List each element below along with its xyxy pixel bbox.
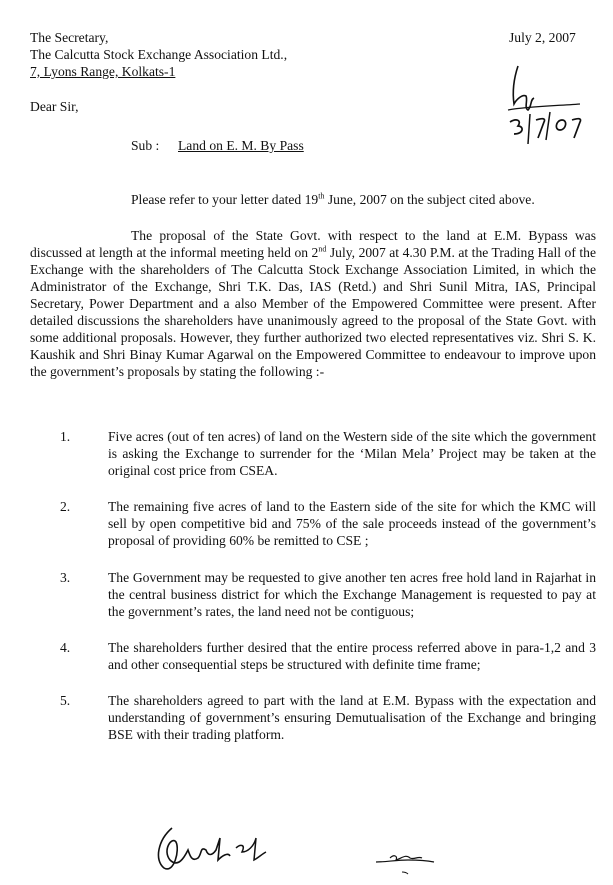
signature-left [150,820,280,880]
item-number: 2. [60,499,71,514]
item-text: The Government may be requested to give another ten acres free hold land in Rajarhat in the central business district for which the Exchange Management is requested to pay at the government’s rates, the land need not be contiguous; [108,570,596,619]
salutation: Dear Sir, [30,99,79,114]
item-text: Five acres (out of ten acres) of land on the Western side of the site which the government is asking the Exchange to surrender for the ‘Milan Mela’ Project may be taken at the original cost price from CSEA. [108,429,596,478]
item-number: 1. [60,429,71,444]
item-text: The shareholders further desired that the entire process referred above in para-1,2 and 3 and other consequential steps be structured with definite time frame; [108,640,596,672]
item-number: 5. [60,693,71,708]
subject-text: Land on E. M. By Pass [178,138,304,153]
item-text: The remaining five acres of land to the Eastern side of the site for which the KMC will sell by open competitive bid and 75% of the sale proceeds instead of the government’s proposal of providing 60% be remitted to CSE ; [108,499,596,548]
handwritten-initials-stamp [500,60,600,150]
item-number: 4. [60,640,71,655]
item-text: The shareholders agreed to part with the land at E.M. Bypass with the expectation and understanding of government’s ensuring Demutualisation of the Exchange and bringing BSE with their trading platform. [108,693,596,742]
meeting-paragraph: The proposal of the State Govt. with respect to the land at E.M. Bypass was discussed at length at the informal meeting held on 2nd July, 2007 at 4.30 P.M. at the Trading Hall of the Exchange with the shareholders of The Calcutta Stock Exchange Association Limited, in which the Administrator of the Exchange, Shri T.K. Das, IAS (Retd.) and Shri Sunil Mitra, IAS, Principal Secretary, Power Department and a also Member of the Empowered Committee were present. After detailed discussions the shareholders have unanimously agreed to the proposal of the State Govt. with some additional proposals. However, they further authorized two elected representatives viz. Shri S. K. Kaushik and Shri Binay Kumar Agarwal on the Empowered Committee to endeavour to improve upon the government’s proposals by stating the following :- [30,228,596,379]
recipient-organization: The Calcutta Stock Exchange Association Ltd., [30,47,288,62]
letter-date: July 2, 2007 [509,30,576,45]
recipient-address: 7, Lyons Range, Kolkats-1 [30,64,176,79]
reference-paragraph: Please refer to your letter dated 19th June, 2007 on the subject cited above. [131,191,535,207]
signature-right [372,848,442,882]
recipient-title: The Secretary, [30,30,109,45]
subject-label: Sub : [131,138,160,153]
item-number: 3. [60,570,71,585]
